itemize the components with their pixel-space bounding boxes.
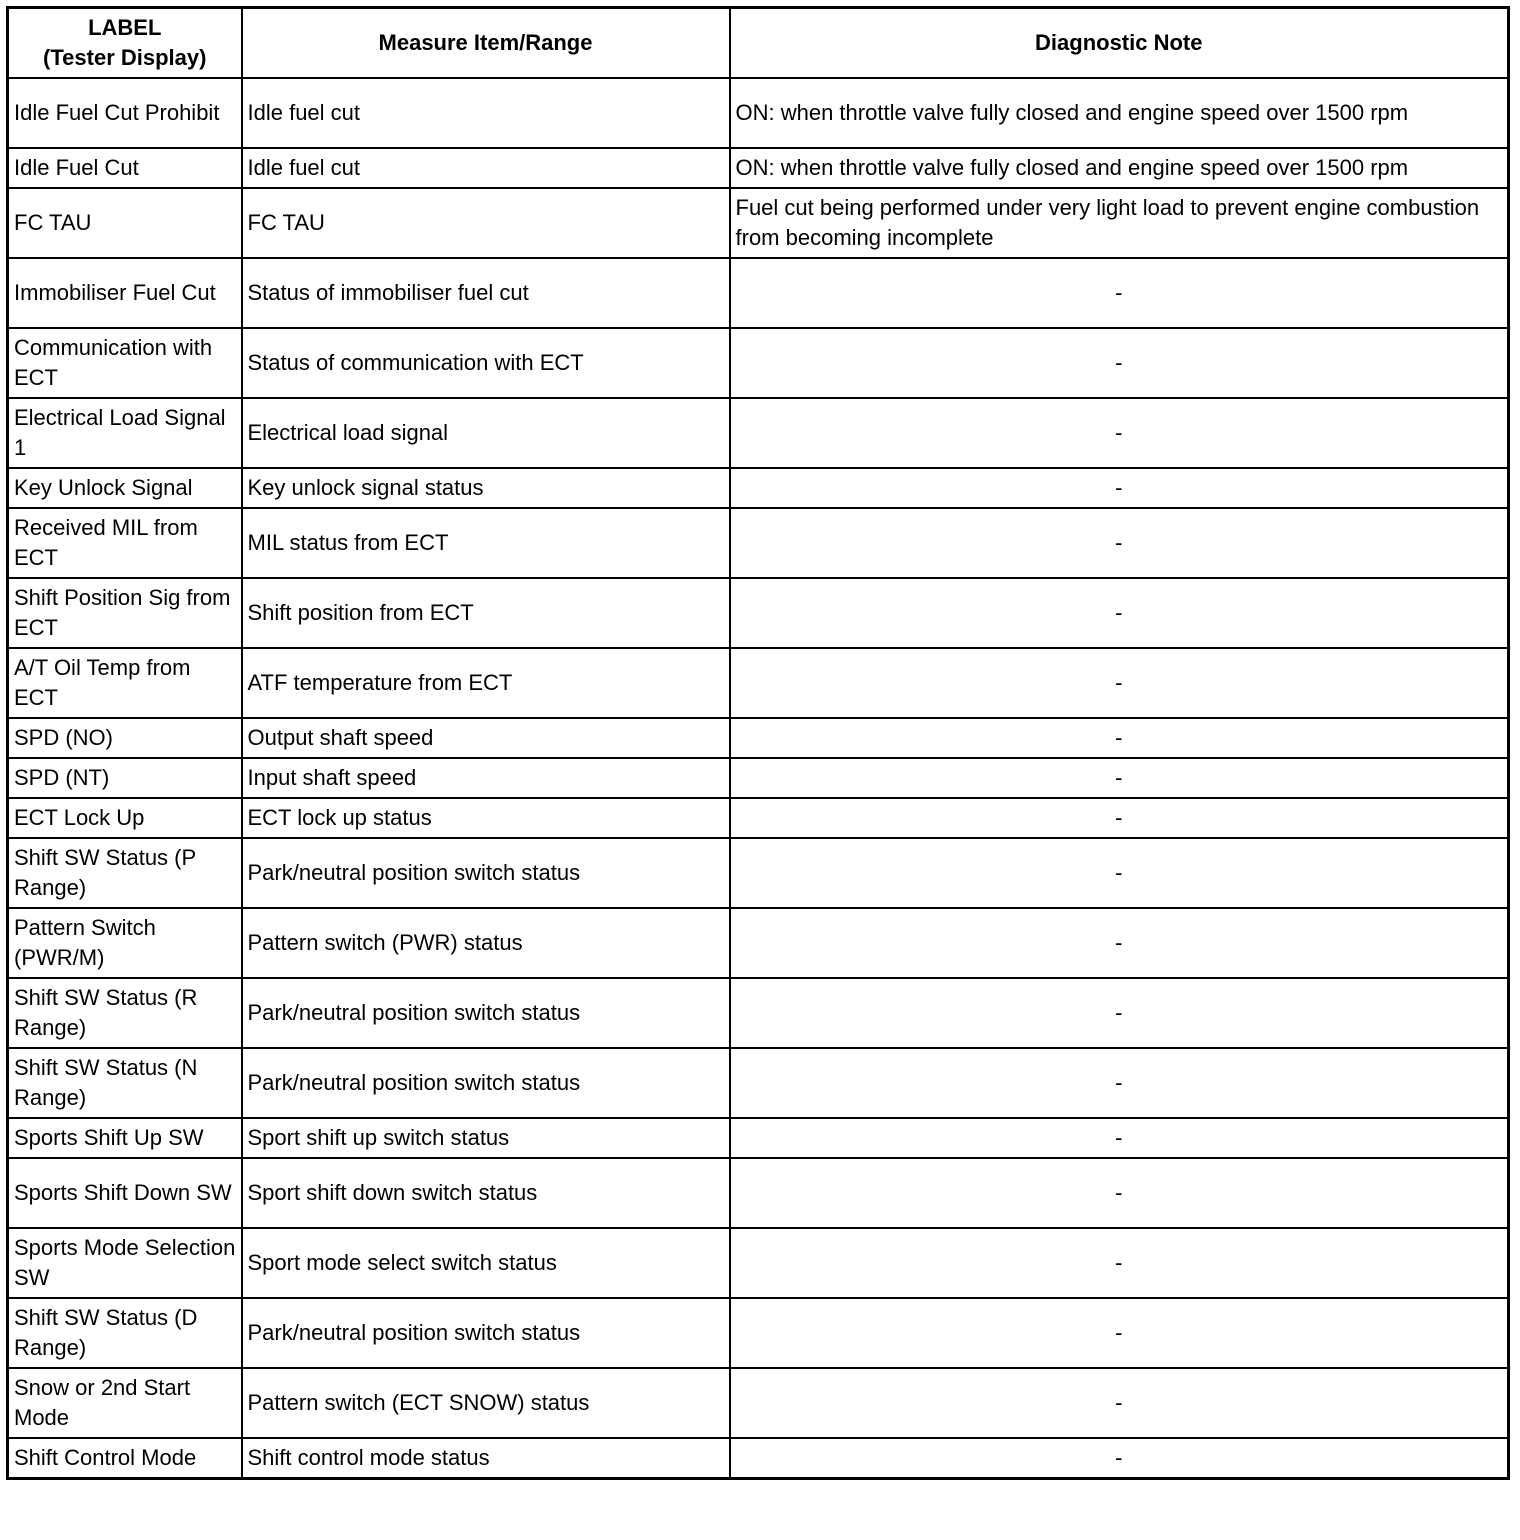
cell-note: - [730,908,1509,978]
table-row [8,838,1509,908]
cell-note: - [730,758,1509,798]
cell-measure: ECT lock up status [242,798,730,838]
table-row [8,1228,1509,1298]
cell-measure: Electrical load signal [242,398,730,468]
cell-note: ON: when throttle valve fully closed and engine speed over 1500 rpm [730,78,1509,148]
cell-measure: FC TAU [242,188,730,258]
table-row [8,148,1509,188]
table-row [8,508,1509,578]
cell-label: Idle Fuel Cut [8,148,242,188]
cell-label: Sports Shift Down SW [8,1158,242,1228]
header-label-line1: LABEL [88,15,162,40]
cell-label: SPD (NT) [8,758,242,798]
cell-note: Fuel cut being performed under very light load to prevent engine combustion from becoming incomplete [730,188,1509,258]
diagnostic-data-table-container [6,6,1507,1480]
cell-measure: Shift control mode status [242,1438,730,1479]
cell-note: - [730,328,1509,398]
cell-note: - [730,1048,1509,1118]
cell-note: - [730,978,1509,1048]
cell-measure: Park/neutral position switch status [242,978,730,1048]
cell-label: Sports Mode Selection SW [8,1228,242,1298]
cell-label: Idle Fuel Cut Prohibit [8,78,242,148]
cell-measure: Shift position from ECT [242,578,730,648]
table-row [8,758,1509,798]
cell-measure: Pattern switch (PWR) status [242,908,730,978]
cell-measure: Input shaft speed [242,758,730,798]
diagnostic-data-table [6,6,1510,1480]
table-row [8,398,1509,468]
cell-measure: ATF temperature from ECT [242,648,730,718]
cell-measure: Park/neutral position switch status [242,838,730,908]
table-body [8,78,1509,1479]
cell-measure: Sport mode select switch status [242,1228,730,1298]
cell-label: FC TAU [8,188,242,258]
table-row [8,468,1509,508]
cell-label: Shift SW Status (D Range) [8,1298,242,1368]
table-row [8,578,1509,648]
cell-note: - [730,648,1509,718]
cell-note: - [730,578,1509,648]
table-row [8,1048,1509,1118]
header-note: Diagnostic Note [730,8,1509,79]
header-measure: Measure Item/Range [242,8,730,79]
cell-note: - [730,1368,1509,1438]
cell-measure: Sport shift down switch status [242,1158,730,1228]
table-row [8,1298,1509,1368]
cell-note: - [730,468,1509,508]
cell-measure: Key unlock signal status [242,468,730,508]
table-header-row [8,8,1509,79]
cell-note: ON: when throttle valve fully closed and engine speed over 1500 rpm [730,148,1509,188]
cell-note: - [730,1118,1509,1158]
cell-measure: Park/neutral position switch status [242,1048,730,1118]
cell-label: A/T Oil Temp from ECT [8,648,242,718]
table-row [8,188,1509,258]
cell-label: Pattern Switch (PWR/M) [8,908,242,978]
cell-label: SPD (NO) [8,718,242,758]
cell-measure: MIL status from ECT [242,508,730,578]
cell-label: Shift SW Status (P Range) [8,838,242,908]
cell-note: - [730,798,1509,838]
cell-label: Immobiliser Fuel Cut [8,258,242,328]
table-row [8,1438,1509,1479]
table-row [8,1118,1509,1158]
header-label-line2: (Tester Display) [43,45,207,70]
cell-label: Shift Position Sig from ECT [8,578,242,648]
header-label [8,8,242,79]
cell-label: Electrical Load Signal 1 [8,398,242,468]
cell-measure: Output shaft speed [242,718,730,758]
cell-label: Snow or 2nd Start Mode [8,1368,242,1438]
cell-label: Key Unlock Signal [8,468,242,508]
table-row [8,78,1509,148]
table-row [8,1158,1509,1228]
table-row [8,328,1509,398]
cell-label: ECT Lock Up [8,798,242,838]
cell-measure: Idle fuel cut [242,78,730,148]
table-row [8,1368,1509,1438]
cell-label: Communication with ECT [8,328,242,398]
cell-note: - [730,508,1509,578]
cell-label: Shift SW Status (N Range) [8,1048,242,1118]
cell-note: - [730,1228,1509,1298]
table-row [8,258,1509,328]
cell-label: Shift SW Status (R Range) [8,978,242,1048]
cell-label: Sports Shift Up SW [8,1118,242,1158]
table-row [8,978,1509,1048]
table-row [8,908,1509,978]
cell-note: - [730,718,1509,758]
cell-measure: Idle fuel cut [242,148,730,188]
cell-label: Shift Control Mode [8,1438,242,1479]
table-row [8,648,1509,718]
cell-measure: Status of communication with ECT [242,328,730,398]
cell-note: - [730,398,1509,468]
cell-label: Received MIL from ECT [8,508,242,578]
cell-measure: Park/neutral position switch status [242,1298,730,1368]
cell-measure: Status of immobiliser fuel cut [242,258,730,328]
cell-note: - [730,1158,1509,1228]
cell-note: - [730,1298,1509,1368]
cell-note: - [730,1438,1509,1479]
cell-measure: Pattern switch (ECT SNOW) status [242,1368,730,1438]
cell-measure: Sport shift up switch status [242,1118,730,1158]
table-row [8,718,1509,758]
cell-note: - [730,838,1509,908]
cell-note: - [730,258,1509,328]
table-row [8,798,1509,838]
